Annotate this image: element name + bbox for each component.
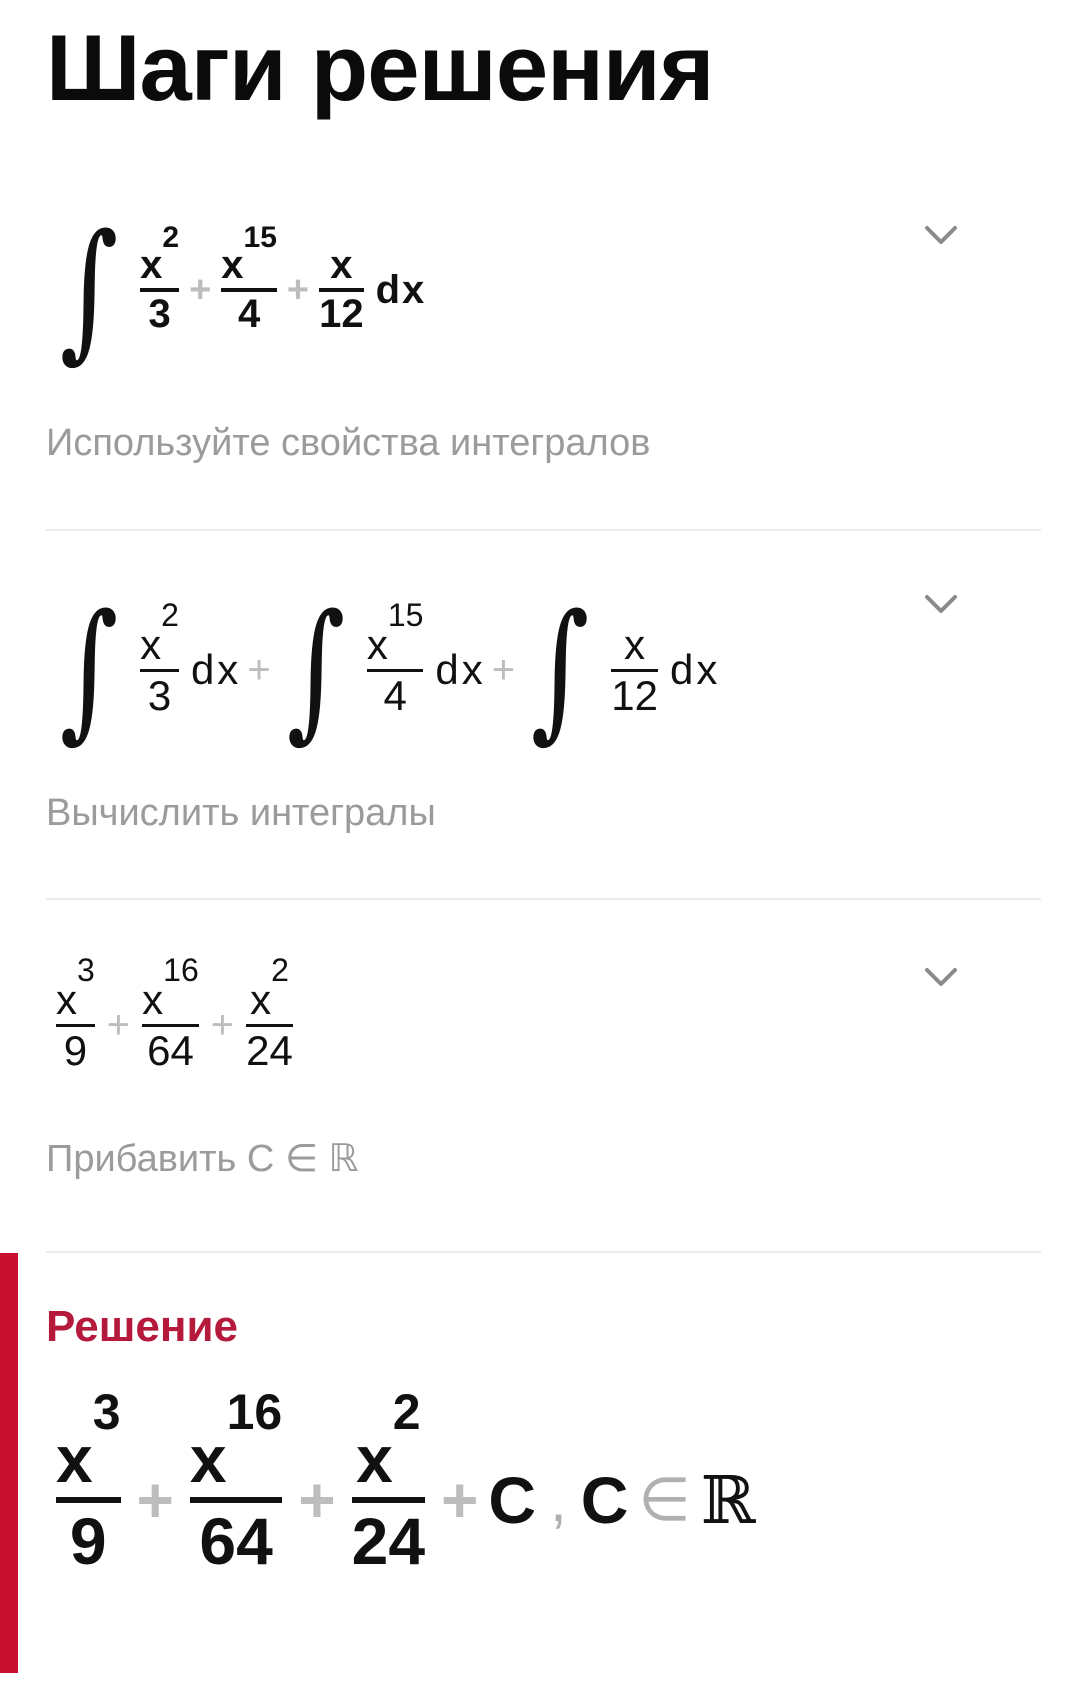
comma: , xyxy=(550,1466,567,1534)
fraction-denominator: 64 xyxy=(199,1504,273,1578)
fraction-denominator: 4 xyxy=(383,671,407,719)
fraction-denominator: 4 xyxy=(237,292,261,336)
fraction-base: x xyxy=(56,975,77,1023)
fraction-denominator: 12 xyxy=(319,292,364,336)
fraction-denominator: 9 xyxy=(69,1504,107,1578)
fraction xyxy=(611,621,658,720)
integration-constant: C xyxy=(488,1463,537,1537)
fraction-denominator: 24 xyxy=(246,1026,293,1074)
fraction-base: x xyxy=(189,1422,227,1496)
fraction xyxy=(221,221,277,337)
plus-operator: + xyxy=(298,1464,336,1536)
integration-constant: C xyxy=(580,1463,629,1537)
divider xyxy=(46,1251,1041,1253)
differential: dx xyxy=(190,646,242,693)
fraction-base: x xyxy=(140,620,162,668)
fraction xyxy=(142,951,199,1075)
element-of-symbol: ∈ xyxy=(638,1466,691,1533)
fraction-base: x xyxy=(142,975,164,1023)
fraction-denominator: 24 xyxy=(351,1504,426,1578)
fraction-base: x xyxy=(221,243,244,287)
step-hint: Прибавить C ∈ ℝ xyxy=(46,1138,359,1180)
fraction-base: x xyxy=(330,243,353,287)
fraction-exponent: 16 xyxy=(163,951,199,988)
plus-operator: + xyxy=(247,647,271,692)
plus-operator: + xyxy=(210,1002,235,1047)
fraction-denominator: 3 xyxy=(147,671,172,719)
fraction-base: x xyxy=(356,1422,393,1496)
fraction-base: x xyxy=(56,1422,93,1496)
chevron-down-icon[interactable] xyxy=(922,216,960,254)
differential: dx xyxy=(375,267,427,312)
differential: dx xyxy=(670,646,721,693)
fraction-exponent: 2 xyxy=(271,951,289,988)
solution-block xyxy=(0,1384,1080,1630)
fraction-base: x xyxy=(624,620,646,668)
fraction xyxy=(351,1384,426,1579)
fraction xyxy=(189,1384,283,1579)
integral-sign: ∫ xyxy=(530,583,590,757)
step-1[interactable] xyxy=(0,190,1080,530)
fraction xyxy=(366,596,424,720)
integral-sign: ∫ xyxy=(59,203,119,377)
fraction xyxy=(140,221,180,337)
fraction-exponent: 15 xyxy=(387,596,424,633)
fraction xyxy=(140,596,179,720)
plus-operator: + xyxy=(491,647,516,692)
fraction-exponent: 2 xyxy=(392,1384,421,1440)
plus-operator: + xyxy=(189,268,212,311)
integral-sign: ∫ xyxy=(286,583,346,757)
fraction-exponent: 2 xyxy=(161,596,179,633)
fraction xyxy=(319,243,364,337)
fraction xyxy=(56,1384,121,1579)
fraction-denominator: 9 xyxy=(63,1026,88,1074)
solution-expression xyxy=(50,1384,756,1610)
plus-operator: + xyxy=(106,1002,131,1047)
plus-operator: + xyxy=(441,1464,479,1536)
reals-symbol: ℝ xyxy=(700,1461,756,1539)
step-hint: Вычислить интегралы xyxy=(46,792,436,834)
solution-label: Решение xyxy=(46,1302,238,1351)
fraction-base: x xyxy=(140,243,163,287)
step-2-expression xyxy=(50,570,720,770)
fraction-exponent: 2 xyxy=(162,221,180,254)
page-title: Шаги решения xyxy=(46,15,714,120)
fraction-denominator: 64 xyxy=(147,1026,194,1074)
differential: dx xyxy=(435,646,486,693)
fraction-base: x xyxy=(250,975,272,1023)
step-hint: Используйте свойства интегралов xyxy=(46,422,651,464)
fraction-base: x xyxy=(366,620,388,668)
chevron-down-icon[interactable] xyxy=(922,958,960,996)
fraction-exponent: 16 xyxy=(226,1384,283,1440)
divider xyxy=(46,898,1041,900)
step-3-expression xyxy=(50,950,299,1100)
plus-operator: + xyxy=(286,268,310,311)
fraction-denominator: 3 xyxy=(148,292,171,336)
fraction xyxy=(246,951,293,1075)
integral-sign: ∫ xyxy=(59,583,119,757)
chevron-down-icon[interactable] xyxy=(922,585,960,623)
fraction-denominator: 12 xyxy=(611,671,659,719)
step-1-expression xyxy=(50,190,426,390)
step-2[interactable] xyxy=(0,565,1080,905)
fraction-exponent: 15 xyxy=(243,221,277,254)
fraction-exponent: 3 xyxy=(77,951,95,988)
divider xyxy=(46,529,1041,531)
fraction-exponent: 3 xyxy=(92,1384,121,1440)
plus-operator: + xyxy=(136,1464,174,1536)
fraction xyxy=(56,951,95,1075)
step-3[interactable] xyxy=(0,940,1080,1240)
